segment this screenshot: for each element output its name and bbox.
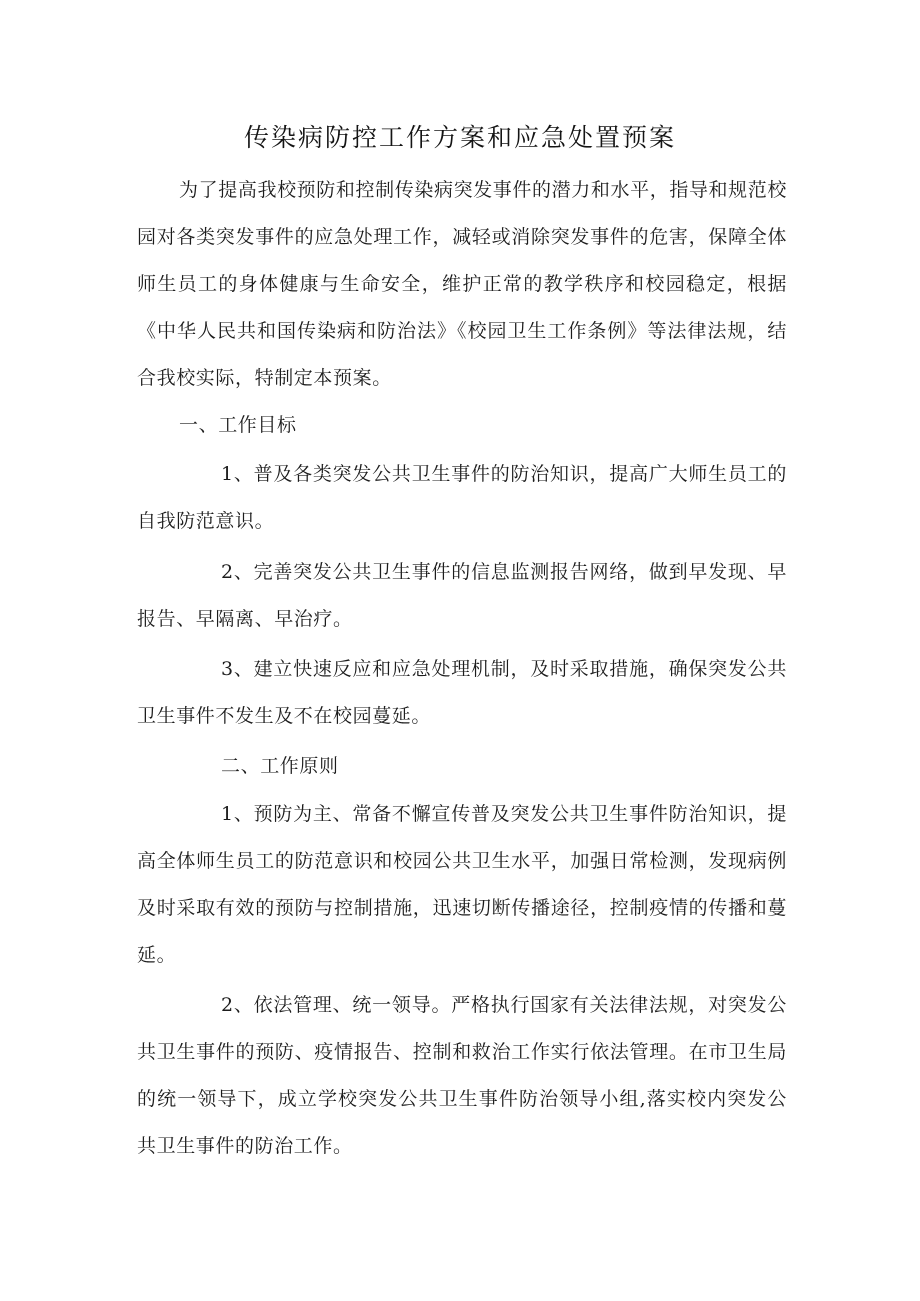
goal-item-2: 2、完善突发公共卫生事件的信息监测报告网络，做到早发现、早报告、早隔离、早治疗。 [137,561,787,630]
document-title: 传染病防控工作方案和应急处置预案 [243,123,676,152]
principle-item-2: 2、依法管理、统一领导。严格执行国家有关法律法规，对突发公共卫生事件的预防、疫情报告、控制和救治工作实行依法管理。在市卫生局的统一领导下，成立学校突发公共卫生事件防治领导小组,落实校内突发公共卫生事件的防治工作。 [137,994,787,1157]
principle-item-1: 1、预防为主、常备不懈宣传普及突发公共卫生事件防治知识，提高全体师生员工的防范意识和校园公共卫生水平，加强日常检测，发现病例及时采取有效的预防与控制措施，迅速切断传播途径，控制疫情的传播和蔓延。 [137,803,787,966]
section-heading-principles: 二、工作原则 [221,755,339,777]
goal-item-1: 1、普及各类突发公共卫生事件的防治知识，提高广大师生员工的自我防范意识。 [137,463,787,532]
intro-paragraph: 为了提高我校预防和控制传染病突发事件的潜力和水平，指导和规范校园对各类突发事件的应急处理工作，减轻或消除突发事件的危害，保障全体师生员工的身体健康与生命安全，维护正常的教学秩序和校园稳定，根据《中华人民共和国传染病和防治法》《校园卫生工作条例》等法律法规，结合我校实际，特制定本预案。 [137,179,787,389]
section-heading-goals: 一、工作目标 [179,414,297,436]
goal-item-3: 3、建立快速反应和应急处理机制，及时采取措施，确保突发公共卫生事件不发生及不在校园蔓延。 [137,658,787,727]
